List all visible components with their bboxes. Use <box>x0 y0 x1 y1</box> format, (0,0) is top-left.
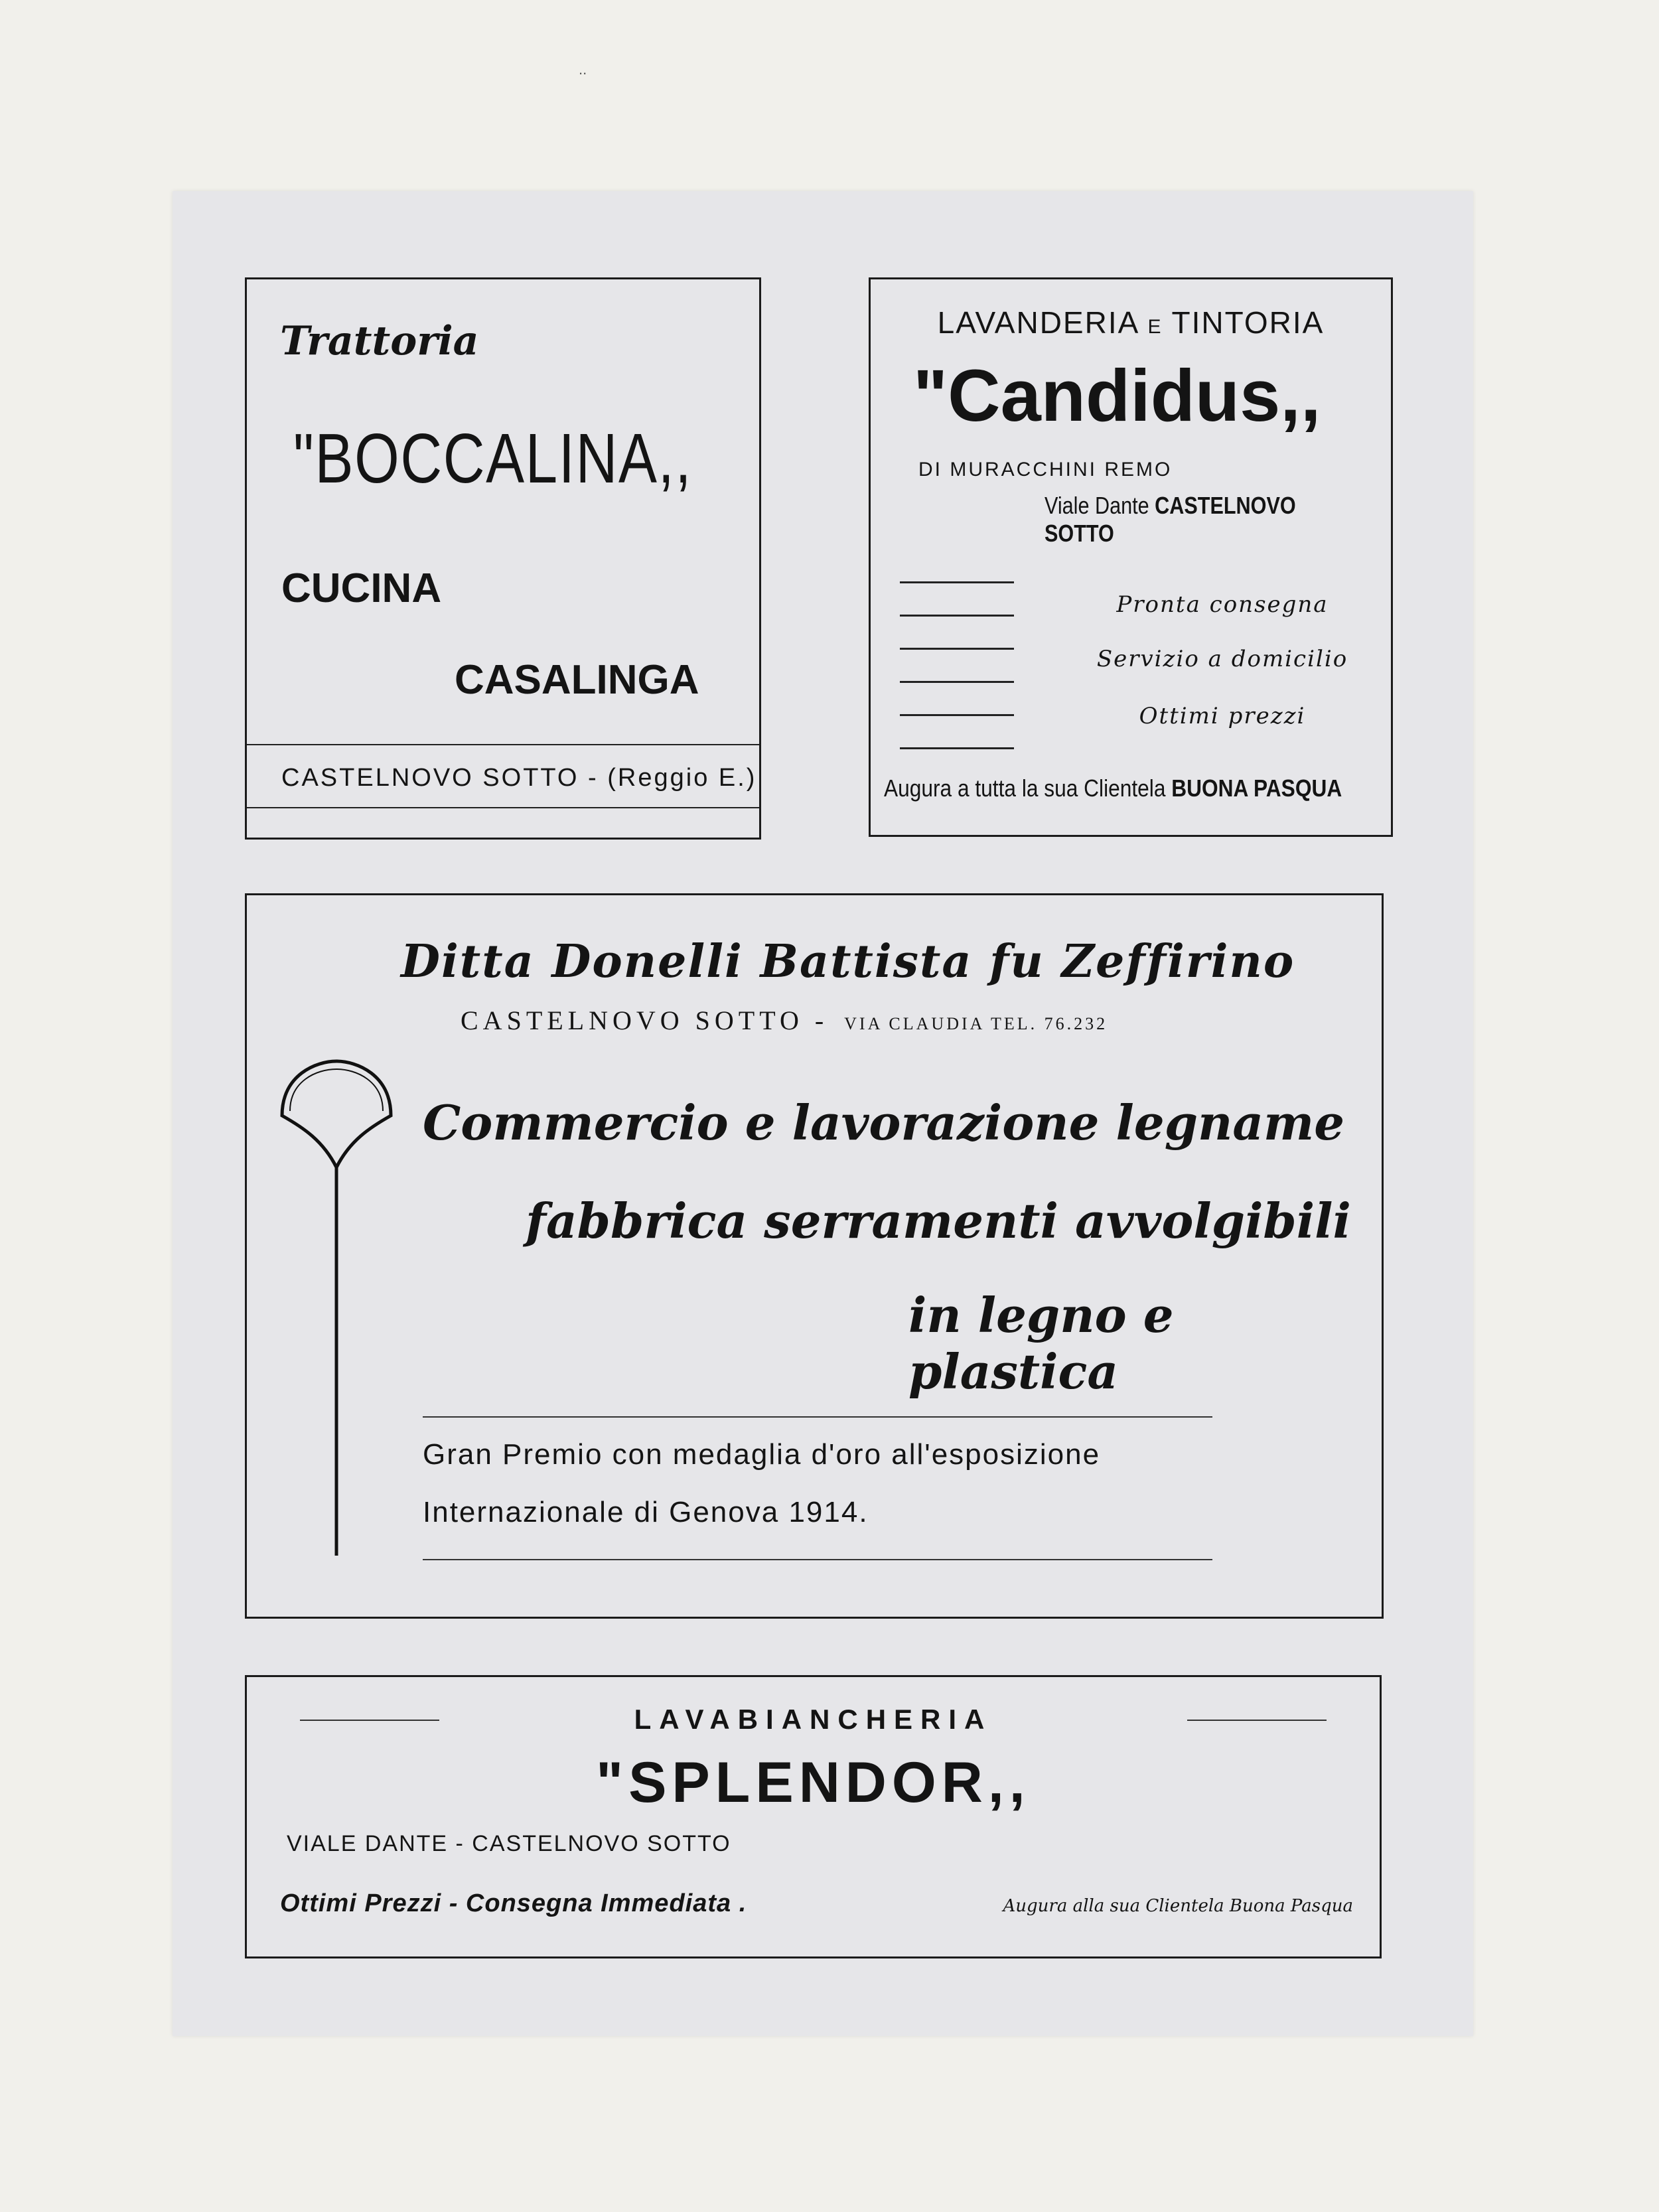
divider-top <box>247 744 759 745</box>
heading-left: LAVANDERIA <box>937 305 1138 340</box>
decorative-rule <box>900 714 1014 716</box>
slogan-line-2: fabbrica serramenti avvolgibili <box>526 1193 1351 1249</box>
ad-ditta-donelli <box>245 893 1384 1619</box>
prize-line-1: Gran Premio con medaglia d'oro all'esposizione <box>423 1438 1101 1471</box>
tagline-line-1: CUCINA <box>281 565 442 611</box>
address: CASTELNOVO SOTTO - (Reggio E.) <box>281 764 757 792</box>
owner: DI MURACCHINI REMO <box>918 459 1173 480</box>
divider-top <box>423 1416 1212 1418</box>
decorative-rule <box>900 581 1014 583</box>
decorative-rule <box>900 747 1014 749</box>
ad-heading: LAVABIANCHERIA <box>634 1704 993 1735</box>
service-item: Servizio a domicilio <box>1096 646 1348 672</box>
greeting: Augura alla sua Clientela Buona Pasqua <box>1003 1896 1353 1916</box>
street-city: CASTELNOVO SOTTO <box>1045 492 1296 547</box>
ad-trattoria-boccalina <box>245 277 761 840</box>
ad-lavabiancheria-splendor <box>245 1675 1382 1958</box>
service-item: Ottimi prezzi <box>1139 703 1306 729</box>
slogan-line-1: Commercio e lavorazione legname <box>423 1094 1345 1151</box>
greeting <box>884 774 1342 802</box>
heading-right: TINTORIA <box>1171 305 1325 340</box>
decorative-rule <box>900 648 1014 650</box>
ad-lavanderia-candidus <box>869 277 1393 837</box>
slogan: Ottimi Prezzi - Consegna Immediata . <box>280 1889 747 1917</box>
business-name: Ditta Donelli Battista fu Zeffirino <box>401 935 1295 988</box>
business-name: "Candidus,, <box>913 355 1321 437</box>
business-name: "SPLENDOR,, <box>596 1751 1031 1814</box>
city: CASTELNOVO SOTTO - <box>461 1005 829 1035</box>
divider-bottom <box>423 1559 1212 1560</box>
ad-type-label: Trattoria <box>280 318 479 364</box>
lamp-logo-icon <box>277 1055 396 1559</box>
business-name: "BOCCALINA,, <box>293 419 693 498</box>
address <box>461 1005 1108 1036</box>
decorative-rule <box>900 615 1014 617</box>
address <box>1045 492 1339 548</box>
divider-bottom <box>247 807 759 808</box>
page-mark: .. <box>579 61 587 78</box>
heading-mid: E <box>1147 316 1163 338</box>
greeting-text: Augura a tutta la sua Clientela <box>884 774 1166 802</box>
address: VIALE DANTE - CASTELNOVO SOTTO <box>287 1831 731 1856</box>
decorative-rule <box>900 681 1014 683</box>
tagline-line-2: CASALINGA <box>455 657 699 703</box>
prize-line-2: Internazionale di Genova 1914. <box>423 1496 869 1528</box>
greeting-bold: BUONA PASQUA <box>1171 774 1342 802</box>
street-prefix: Viale Dante <box>1045 492 1149 519</box>
slogan-line-3: in legno e plastica <box>908 1287 1174 1400</box>
service-item: Pronta consegna <box>1116 591 1329 618</box>
ad-heading <box>871 305 1391 340</box>
contact: VIA CLAUDIA TEL. 76.232 <box>844 1014 1108 1033</box>
printed-sheet <box>173 191 1473 2036</box>
